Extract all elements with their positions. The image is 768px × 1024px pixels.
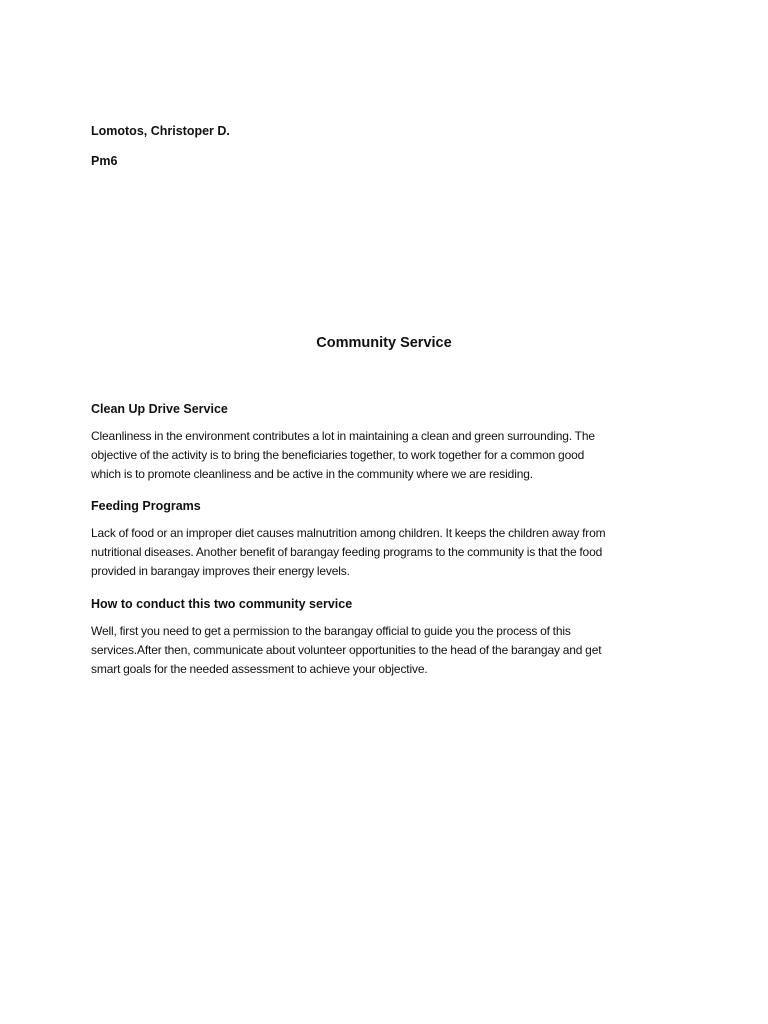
- paragraph-line: smart goals for the needed assessment to achieve your objective.: [91, 662, 428, 676]
- section-heading: Feeding Programs: [91, 499, 201, 513]
- paragraph-line: Well, first you need to get a permission to the barangay official to guide you the process of this: [91, 624, 571, 638]
- section-paragraph: [91, 524, 681, 581]
- section-feeding-programs: [91, 498, 681, 581]
- paragraph-line: Lack of food or an improper diet causes malnutrition among children. It keeps the children away from: [91, 526, 606, 540]
- section-paragraph: [91, 622, 681, 679]
- section-code: Pm6: [91, 154, 118, 168]
- section-heading: How to conduct this two community service: [91, 597, 353, 611]
- paragraph-line: objective of the activity is to bring the beneficiaries together, to work together for a common good: [91, 448, 585, 462]
- section-how-to-conduct: [91, 596, 681, 679]
- paragraph-line: nutritional diseases. Another benefit of barangay feeding programs to the community is that the food: [91, 545, 603, 559]
- document-title: Community Service: [316, 335, 452, 351]
- paragraph-line: provided in barangay improves their energy levels.: [91, 564, 350, 578]
- section-heading: Clean Up Drive Service: [91, 402, 228, 416]
- paragraph-line: Cleanliness in the environment contributes a lot in maintaining a clean and green surrounding. The: [91, 429, 595, 443]
- author-name: Lomotos, Christoper D.: [91, 124, 230, 138]
- paragraph-line: services.After then, communicate about volunteer opportunities to the head of the barangay and get: [91, 643, 602, 657]
- paragraph-line: which is to promote cleanliness and be active in the community where we are residing.: [91, 467, 533, 481]
- section-clean-up-drive: [91, 401, 681, 484]
- section-paragraph: [91, 427, 681, 484]
